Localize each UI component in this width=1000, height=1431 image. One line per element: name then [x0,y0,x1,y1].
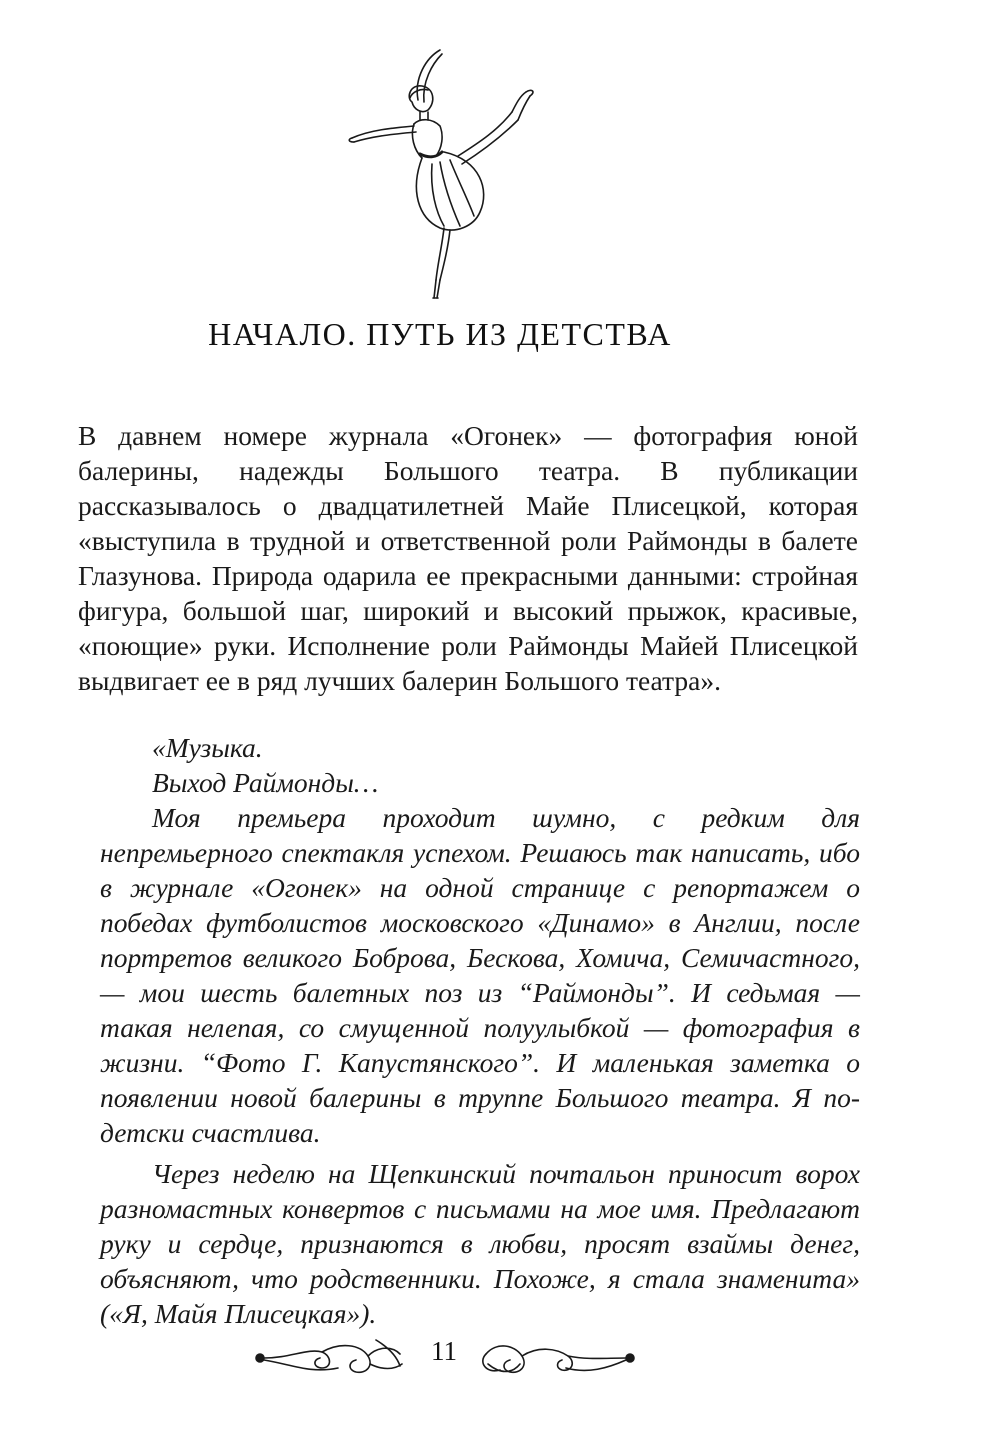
body-text [78,418,858,698]
quote-paragraph: Моя премьера проходит шумно, с редким для непремьерного спектакля успехом. Решаюсь так написать, ибо в журнале «Огонек» на одной странице с репортажем о победах футболистов московского «Динамо» в Англии, после портретов великого Боброва, Бескова, Хомича, Семичастного, — мои шесть балетных поз из “Раймонды”. И седьмая — такая нелепая, со смущенной полуулыбкой — фотография в жизни. “Фото Г. Капустянского”. И маленькая заметка о появлении новой балерины в труппе Большого театра. Я по-детски счастлива. [100,802,860,1148]
ballerina-sketch-icon [340,40,560,302]
flourish-ornament-icon [476,1330,640,1382]
quotation-block [100,730,860,1331]
quote-line: Выход Раймонды… [152,767,379,798]
page-footer [250,1330,640,1382]
flourish-ornament-icon [250,1330,410,1382]
quote-line: «Музыка. [152,732,263,763]
page-number: 11 [431,1336,457,1366]
quote-paragraph: Через неделю на Щепкинский почтальон приносит ворох разномастных конвертов с письмами на мое имя. Предлагают руку и сердце, признаются в любви, просят взаймы денег, объясняют, что родственники. Похоже, я стала знаменита» («Я, Майя Плисецкая»). [100,1158,860,1329]
paragraph: В давнем номере журнала «Огонек» — фотография юной балерины, надежды Большого театра. В публикации рассказывалось о двадцатилетней Майе Плисецкой, которая «выступила в трудной и ответственной роли Раймонды в балете Глазунова. Природа одарила ее прекрасными данными: стройная фигура, большой шаг, широкий и высокий прыжок, красивые, «поющие» руки. Исполнение роли Раймонды Майей Плисецкой выдвигает ее в ряд лучших балерин Большого театра». [78,420,858,696]
chapter-title: НАЧАЛО. ПУТЬ ИЗ ДЕТСТВА [208,316,672,352]
